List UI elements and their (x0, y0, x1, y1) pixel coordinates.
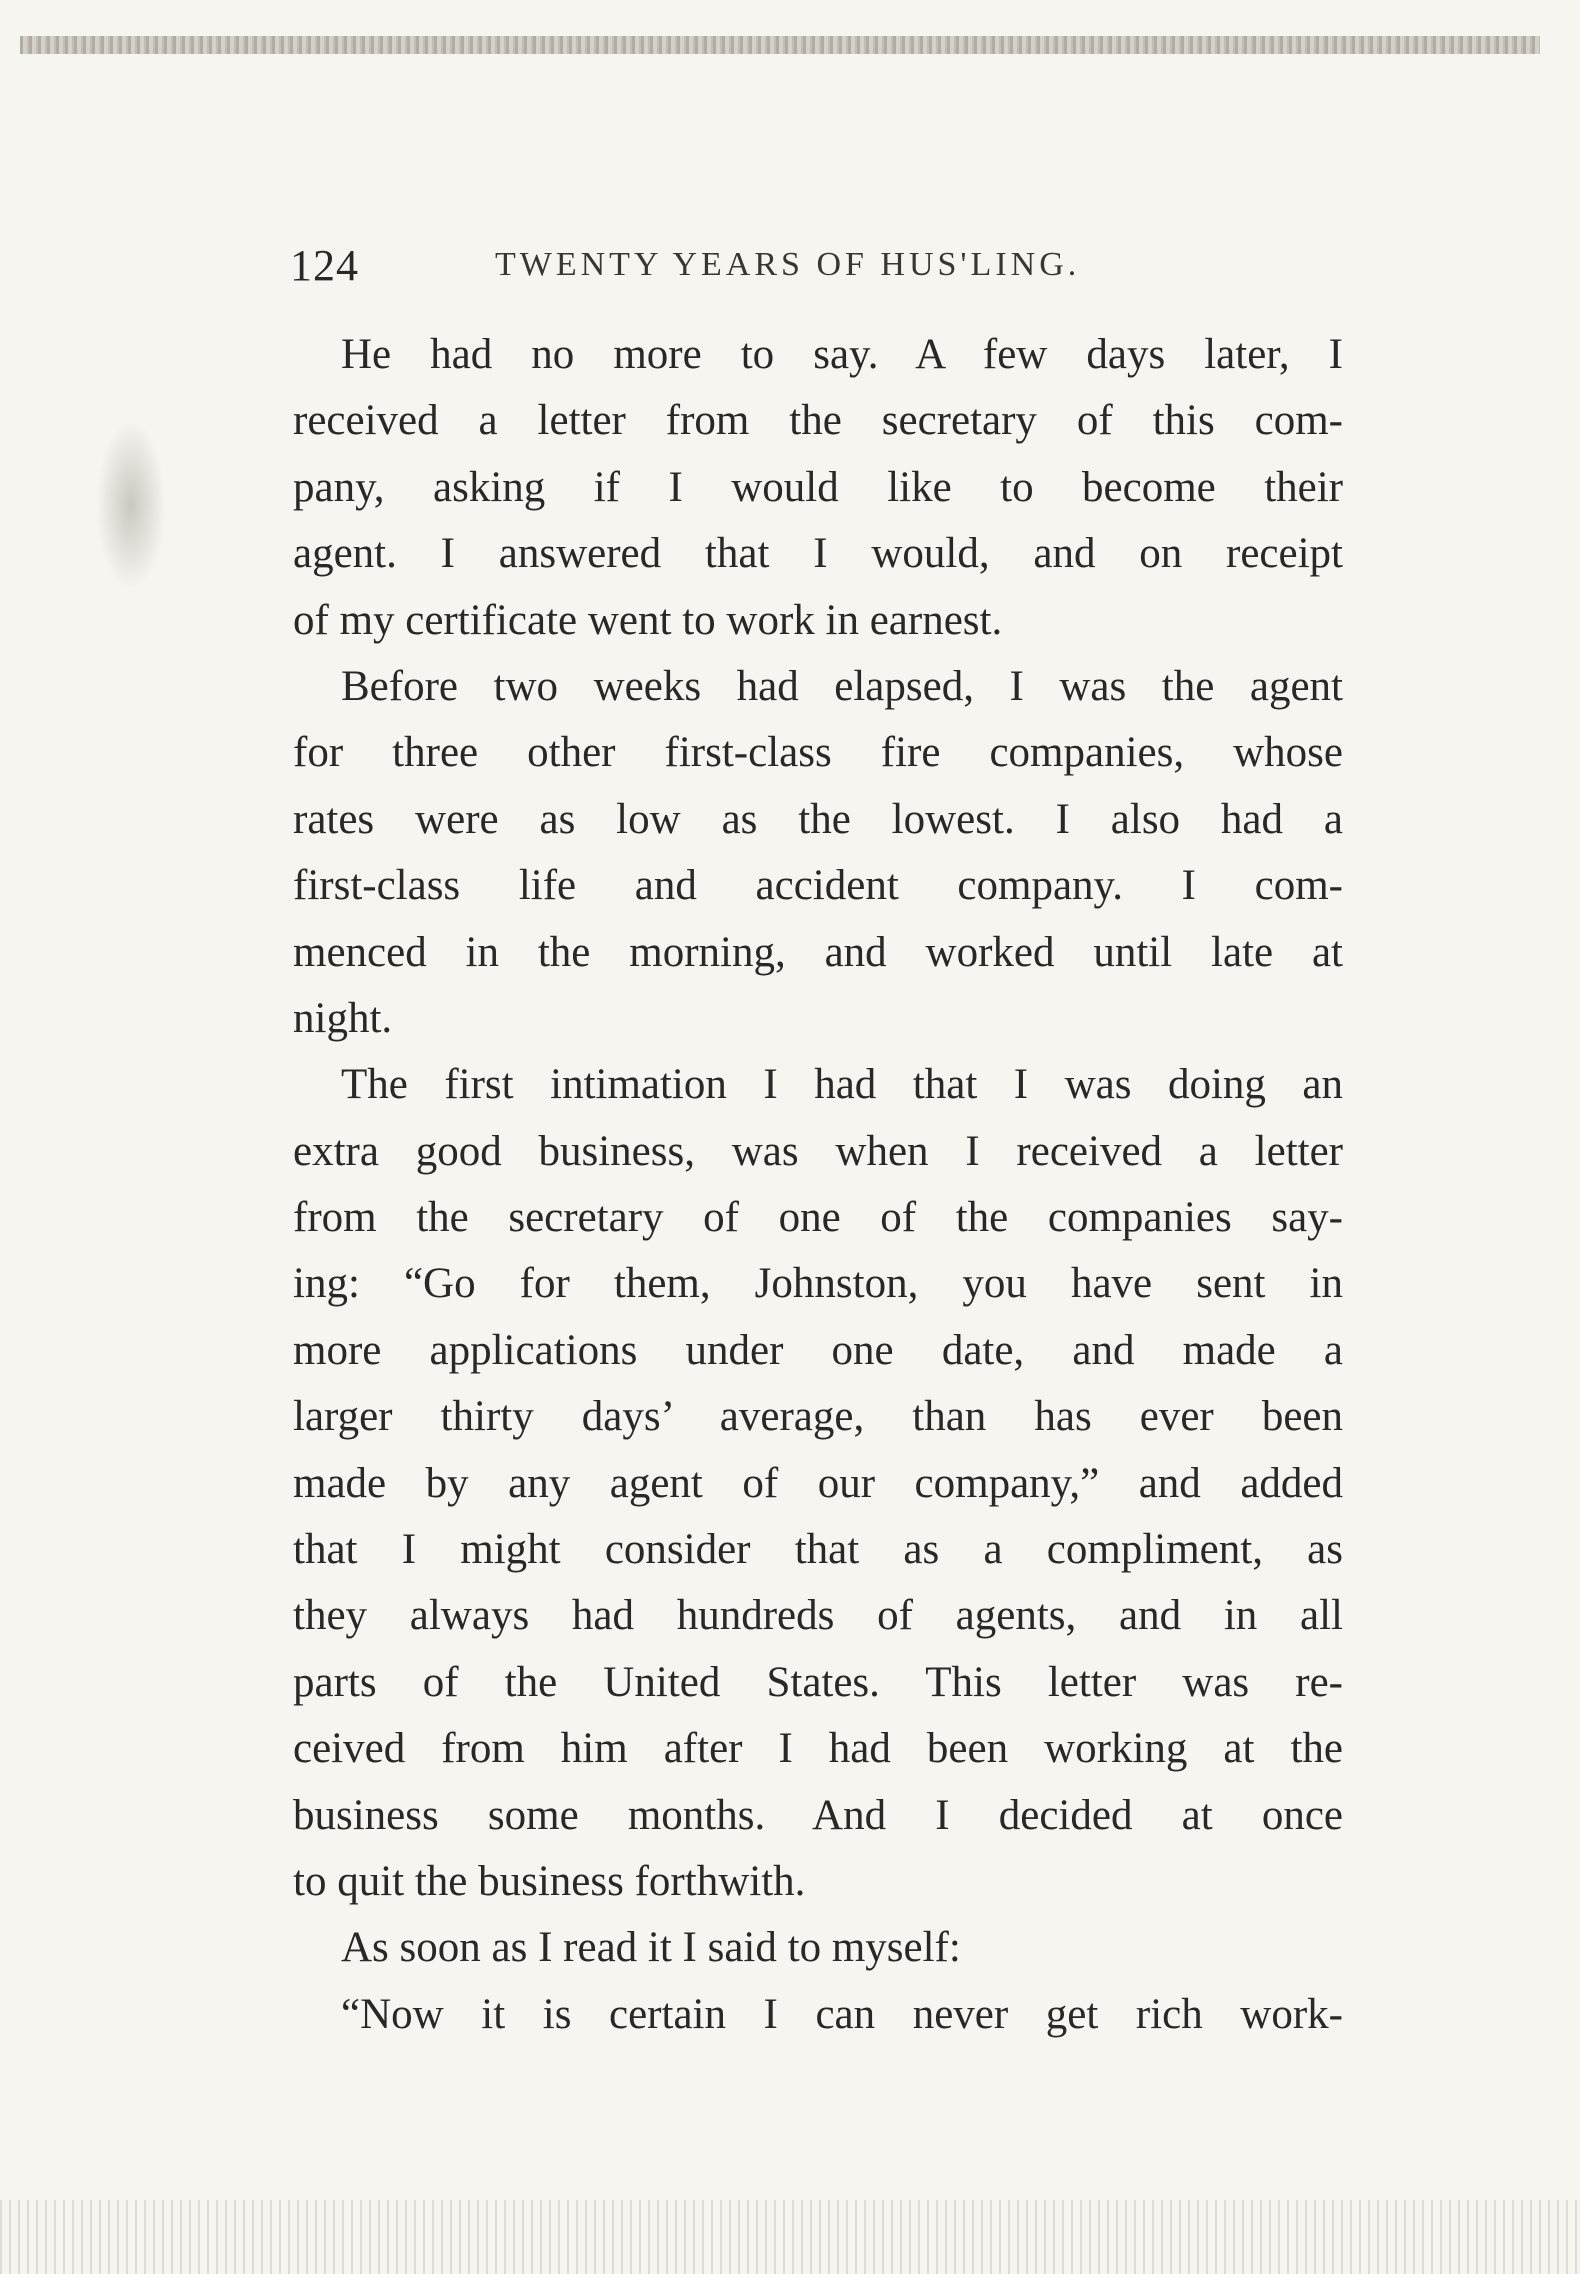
text-line: menced in the morning, and worked until late at (293, 928, 1343, 976)
text-line: night. (293, 994, 393, 1042)
text-line: parts of the United States. This letter was re- (293, 1658, 1343, 1706)
page-number: 124 (290, 241, 359, 290)
text-line: rates were as low as the lowest. I also had a (293, 795, 1343, 843)
text-line: agent. I answered that I would, and on receipt (293, 530, 1343, 578)
text-line: to quit the business forthwith. (293, 1857, 806, 1905)
text-line: they always had hundreds of agents, and in all (293, 1592, 1343, 1640)
text-line: pany, asking if I would like to become their (293, 463, 1343, 511)
text-line: ing: “Go for them, Johnston, you have sent in (293, 1260, 1343, 1308)
text-line: The first intimation I had that I was doing an (341, 1061, 1343, 1109)
text-line: ceived from him after I had been working at the (293, 1725, 1343, 1773)
text-line: “Now it is certain I can never get rich work- (341, 1990, 1343, 2038)
text-line: He had no more to say. A few days later, I (341, 331, 1343, 378)
text-line: for three other first-class fire companies, whose (293, 729, 1343, 777)
scan-smudge (96, 420, 166, 590)
text-line: first-class life and accident company. I com- (293, 862, 1343, 910)
text-line: larger thirty days’ average, than has ever been (293, 1393, 1343, 1441)
running-head: TWENTY YEARS OF HUS'LING. (495, 246, 1081, 283)
text-line: of my certificate went to work in earnest. (293, 596, 1003, 644)
text-line: As soon as I read it I said to myself: (341, 1924, 961, 1972)
text-line: from the secretary of one of the companies say- (293, 1194, 1343, 1242)
text-line: more applications under one date, and made a (293, 1326, 1343, 1374)
text-line: Before two weeks had elapsed, I was the agent (341, 662, 1343, 710)
page-header (290, 240, 1370, 300)
text-line: made by any agent of our company,” and added (293, 1459, 1343, 1507)
text-line: business some months. And I decided at once (293, 1791, 1343, 1839)
text-line: that I might consider that as a compliment, as (293, 1526, 1343, 1574)
text-line: received a letter from the secretary of this com- (293, 397, 1343, 445)
scan-bottom-edge (0, 2200, 1580, 2274)
body-text (293, 322, 1343, 2048)
text-line: extra good business, was when I received a letter (293, 1127, 1343, 1175)
scan-top-edge (20, 36, 1540, 54)
